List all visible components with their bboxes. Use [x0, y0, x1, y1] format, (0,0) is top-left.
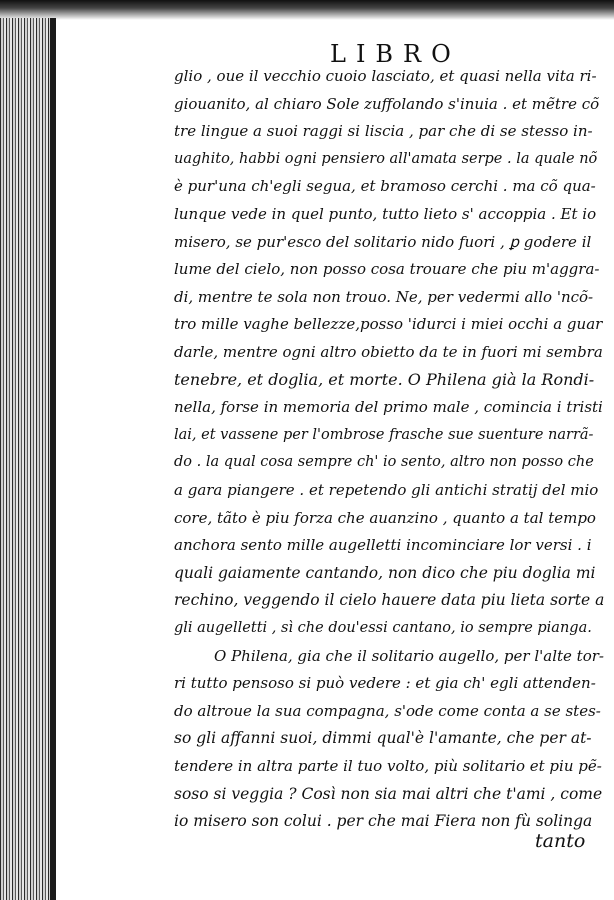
- text-line: lai, et vassene per l'ombrose frasche sue suenture narrã-: [174, 426, 594, 443]
- book-page-edges: [0, 18, 52, 900]
- text-line: io misero son colui . per che mai Fiera non fù solinga: [174, 812, 593, 831]
- text-line: do altroue la sua compagna, s'ode come conta a se stes-: [174, 701, 601, 720]
- text-line: è pur'una ch'egli segua, et bramoso cerchi . ma cõ qua-: [174, 177, 596, 196]
- text-line: giouanito, al chiaro Sole zuffolando s'inuia . et mẽtre cõ: [174, 94, 600, 113]
- text-line: tre lingue a suoi raggi si liscia , par che di se stesso in-: [174, 122, 593, 141]
- text-line: soso si veggia ? Così non sia mai altri che t'ami , come: [174, 784, 603, 803]
- text-line: a gara piangere . et repetendo gli antichi stratij del mio: [174, 481, 599, 499]
- text-line: darle, mentre ogni altro obietto da te in fuori mi sembra: [174, 343, 603, 361]
- text-line: rechino, veggendo il cielo hauere data piu lieta sorte a: [174, 591, 605, 610]
- running-head: LIBRO: [330, 40, 461, 68]
- catchword: tanto: [535, 830, 586, 852]
- text-line: O Philena, gia che il solitario augello, per l'alte tor-: [214, 646, 604, 665]
- text-line: tendere in altra parte il tuo volto, più solitario et piu pẽ-: [174, 757, 602, 775]
- text-line: tro mille vaghe bellezze,posso 'idurci i miei occhi a guar: [174, 315, 603, 334]
- text-line: quali gaiamente cantando, non dico che piu doglia mi: [174, 563, 596, 582]
- text-line: do . la qual cosa sempre ch' io sento, altro non posso che: [174, 454, 594, 471]
- text-line: so gli affanni suoi, dimmi qual'è l'amante, che per at-: [174, 729, 592, 748]
- text-line: ri tutto pensoso si può vedere : et gia ch' egli attenden-: [174, 674, 596, 693]
- text-line: anchora sento mille augelletti incominciare lor versi . i: [174, 536, 592, 555]
- text-line: nella, forse in memoria del primo male , comincia i tristi: [174, 398, 603, 417]
- text-line: di, mentre te sola non trouo. Ne, per vedermi allo 'ncõ-: [174, 287, 594, 306]
- text-line: tenebre, et doglia, et morte. O Philena già la Rondi-: [174, 369, 595, 389]
- text-line: gli augelletti , sì che dou'essi cantano, io sempre pianga.: [174, 620, 592, 636]
- text-line: lunque vede in quel punto, tutto lieto s' accoppia . Et io: [174, 205, 597, 223]
- text-line: lume del cielo, non posso cosa trouare che piu m'aggra-: [174, 260, 600, 279]
- text-line: misero, se pur'esco del solitario nido fuori , ꝑ godere il: [174, 232, 592, 251]
- text-line: core, tãto è piu forza che auanzino , quanto a tal tempo: [174, 508, 596, 527]
- page-top-shadow: [0, 0, 614, 20]
- text-line: uaghito, habbi ogni pensiero all'amata serpe . la quale nõ: [174, 150, 598, 167]
- text-line: glio , oue il vecchio cuoio lasciato, et quasi nella vita ri-: [174, 67, 597, 85]
